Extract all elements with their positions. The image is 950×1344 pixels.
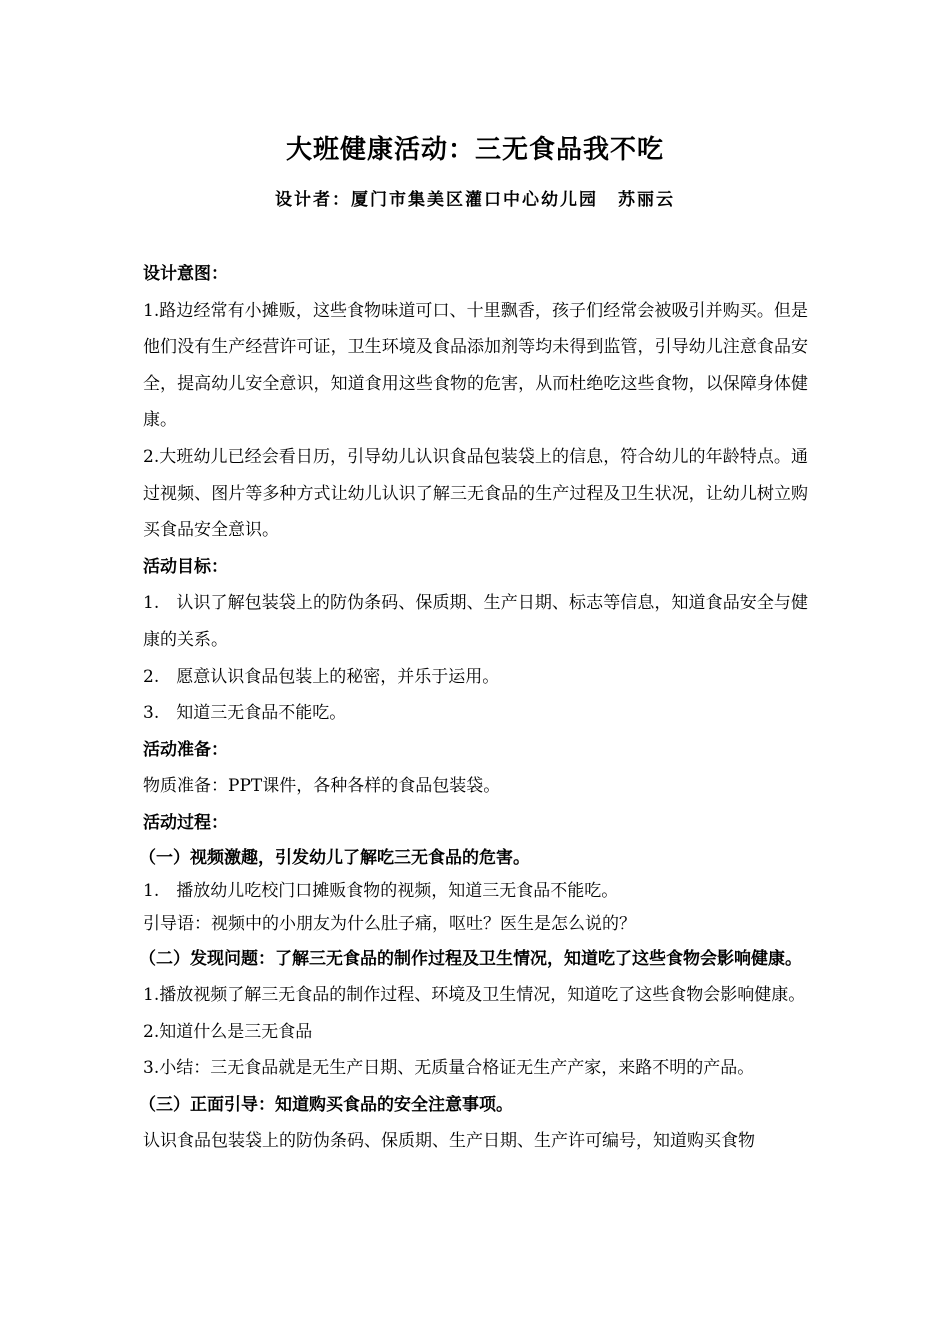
intent-paragraph-2: 2.大班幼儿已经会看日历，引导幼儿认识食品包装袋上的信息，符合幼儿的年龄特点。通过视频、图片等多种方式让幼儿认识了解三无食品的生产过程及卫生状况，让幼儿树立购买食品安全意识。 [143, 446, 808, 541]
process-step-2-title: （二）发现问题：了解三无食品的制作过程及卫生情况，知道吃了这些食物会影响健康。 [139, 948, 802, 969]
prep-text: 物质准备：PPT课件，各种各样的食品包装袋。 [143, 776, 501, 797]
designer-label: 设计者：厦门市集美区灌口中心幼儿园 [275, 190, 598, 210]
goal-item-3: 3. 知道三无食品不能吃。 [143, 703, 347, 724]
section-heading-prep: 活动准备： [143, 739, 228, 760]
goal-item-2: 2. 愿意认识食品包装上的秘密，并乐于运用。 [143, 666, 500, 687]
process-step-1-title: （一）视频激趣，引发幼儿了解吃三无食品的危害。 [139, 847, 530, 868]
section-heading-goals: 活动目标： [143, 556, 228, 577]
document-title: 大班健康活动：三无食品我不吃 [285, 135, 664, 165]
process-step-2-paragraph-2: 2.知道什么是三无食品 [143, 1021, 313, 1042]
process-step-1-paragraph-2: 引导语：视频中的小朋友为什么肚子痛，呕吐？医生是怎么说的？ [143, 913, 636, 934]
process-step-2-paragraph-1: 1.播放视频了解三无食品的制作过程、环境及卫生情况，知道吃了这些食物会影响健康。 [143, 985, 806, 1006]
process-step-3-paragraph-1: 认识食品包装袋上的防伪条码、保质期、生产日期、生产许可编号，知道购买食物 [143, 1131, 755, 1152]
process-step-1-paragraph-1: 1. 播放幼儿吃校门口摊贩食物的视频，知道三无食品不能吃。 [143, 880, 619, 901]
intent-paragraph-1: 1.路边经常有小摊贩，这些食物味道可口、十里飘香，孩子们经常会被吸引并购买。但是他们没有生产经营许可证，卫生环境及食品添加剂等均未得到监管，引导幼儿注意食品安全，提高幼儿安全意识，知道食用这些食物的危害，从而杜绝吃这些食物，以保障身体健康。 [143, 300, 808, 431]
designer-name: 苏丽云 [618, 190, 675, 210]
process-step-3-title: （三）正面引导：知道购买食品的安全注意事项。 [139, 1094, 513, 1115]
document-body [139, 256, 808, 1160]
process-step-2-paragraph-3: 3.小结：三无食品就是无生产日期、无质量合格证无生产产家，来路不明的产品。 [143, 1058, 755, 1079]
section-heading-intent: 设计意图： [143, 264, 228, 284]
section-heading-process: 活动过程： [143, 812, 228, 833]
designer-line [0, 186, 950, 214]
goal-item-1: 1. 认识了解包装袋上的防伪条码、保质期、生产日期、标志等信息，知道食品安全与健康的关系。 [143, 593, 808, 650]
